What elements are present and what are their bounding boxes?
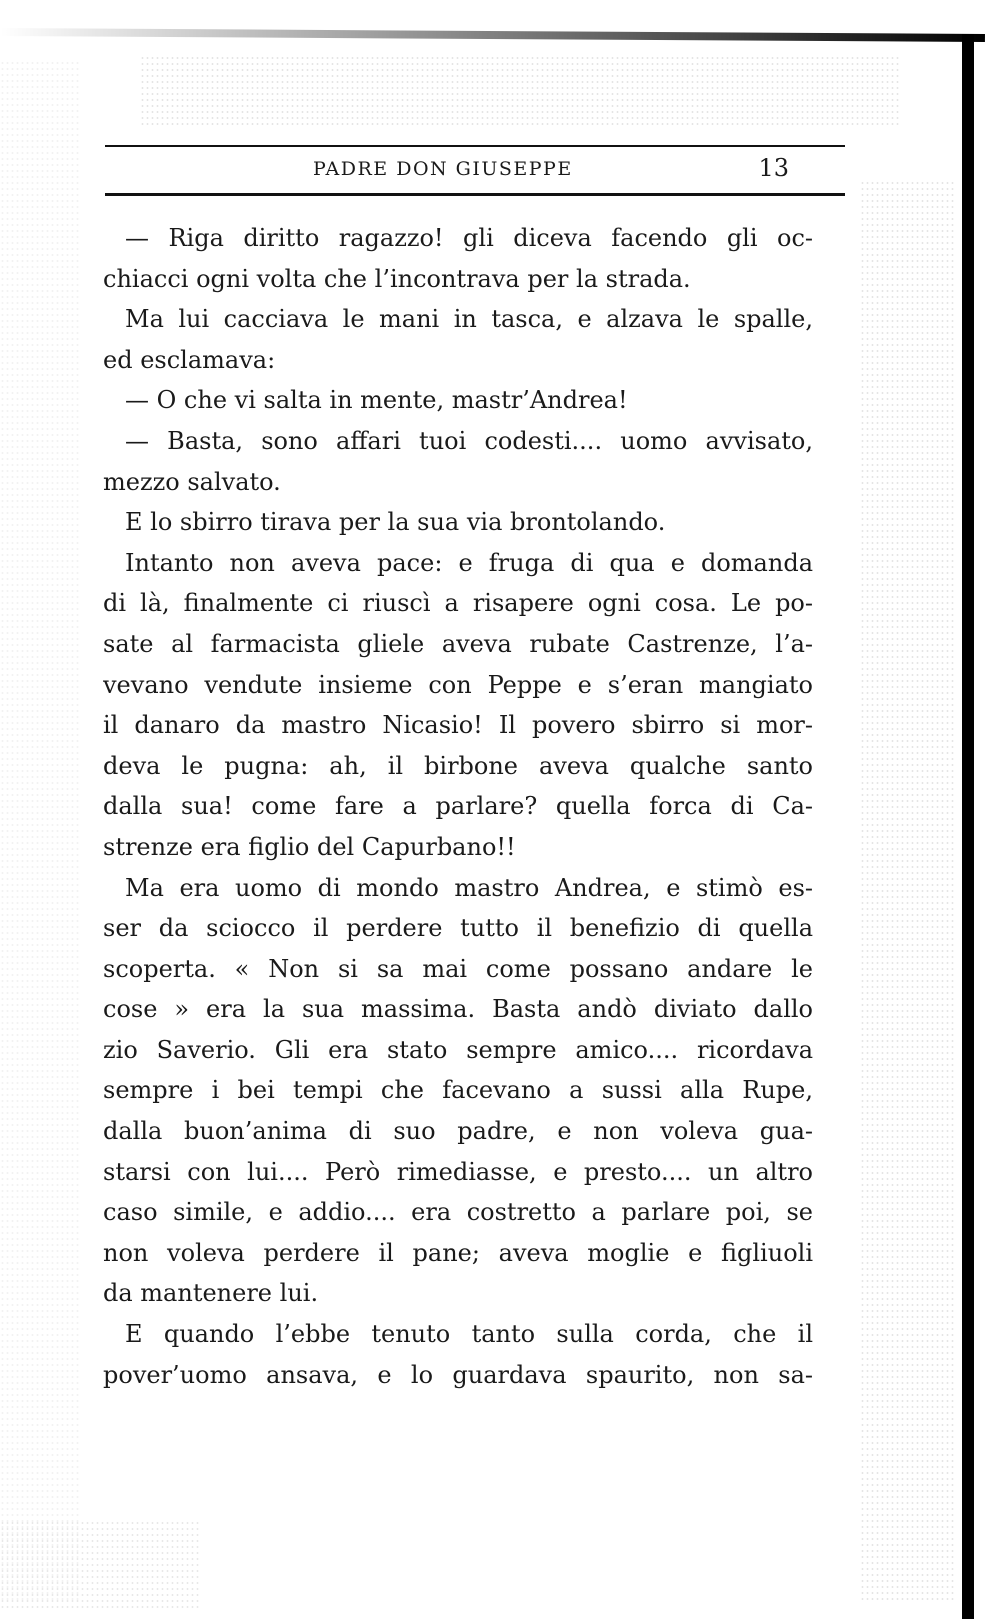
text-line: vevano vendute insieme con Peppe e s’eran mangiato bbox=[103, 670, 813, 699]
text-line: Ma era uomo di mondo mastro Andrea, e stimò es- bbox=[125, 873, 813, 902]
scan-top-edge bbox=[0, 28, 985, 42]
text-line: sate al farmacista gliele aveva rubate Castrenze, l’a- bbox=[103, 629, 813, 658]
text-line: E lo sbirro tirava per la sua via brontolando. bbox=[125, 508, 666, 537]
text-line: di là, finalmente ci riuscì a risapere ogni cosa. Le po- bbox=[103, 589, 813, 618]
text-line: strenze era figlio del Capurbano!! bbox=[103, 832, 516, 861]
text-line: ser da sciocco il perdere tutto il benefizio di quella bbox=[103, 914, 813, 943]
page-number: 13 bbox=[758, 154, 789, 182]
text-line: il danaro da mastro Nicasio! Il povero sbirro si mor- bbox=[103, 711, 813, 740]
text-line: da mantenere lui. bbox=[103, 1279, 319, 1308]
text-line: chiacci ogni volta che l’incontrava per la strada. bbox=[103, 264, 691, 293]
book-spine-shadow bbox=[962, 34, 974, 1619]
text-line: ed esclamava: bbox=[103, 345, 276, 374]
scan-noise-right bbox=[860, 180, 955, 1600]
running-title: PADRE DON GIUSEPPE bbox=[313, 158, 573, 180]
text-line: dalla sua! come fare a parlare? quella forca di Ca- bbox=[103, 792, 813, 821]
header-rule bbox=[105, 193, 845, 196]
text-line: deva le pugna: ah, il birbone aveva qualche santo bbox=[103, 751, 813, 780]
text-line: caso simile, e addio.... era costretto a parlare poi, se bbox=[103, 1198, 813, 1227]
text-line: Intanto non aveva pace: e fruga di qua e domanda bbox=[125, 548, 813, 577]
text-line: — O che vi salta in mente, mastr’Andrea! bbox=[125, 386, 628, 415]
top-rule bbox=[105, 145, 845, 147]
scan-noise-left bbox=[0, 60, 80, 1600]
text-line: zio Saverio. Gli era stato sempre amico.... ricordava bbox=[103, 1035, 813, 1064]
scan-noise-top bbox=[140, 55, 900, 125]
text-line: mezzo salvato. bbox=[103, 467, 281, 496]
text-line: non voleva perdere il pane; aveva moglie e figliuoli bbox=[103, 1238, 813, 1267]
text-line: cose » era la sua massima. Basta andò diviato dallo bbox=[103, 995, 813, 1024]
body-text bbox=[103, 218, 813, 1395]
text-line: Ma lui cacciava le mani in tasca, e alzava le spalle, bbox=[125, 305, 813, 334]
text-line: — Basta, sono affari tuoi codesti.... uomo avvisato, bbox=[125, 426, 813, 455]
text-line: scoperta. « Non si sa mai come possano andare le bbox=[103, 954, 813, 983]
text-line: dalla buon’anima di suo padre, e non voleva gua- bbox=[103, 1117, 813, 1146]
running-head bbox=[105, 152, 845, 188]
text-line: — Riga diritto ragazzo! gli diceva facendo gli oc- bbox=[125, 224, 813, 252]
text-line: sempre i bei tempi che facevano a sussi alla Rupe, bbox=[103, 1076, 813, 1105]
text-line: starsi con lui.... Però rimediasse, e presto.... un altro bbox=[103, 1157, 813, 1186]
text-line: pover’uomo ansava, e lo guardava spaurito, non sa- bbox=[103, 1360, 813, 1389]
scan-noise-bottom bbox=[0, 1520, 200, 1610]
text-line: E quando l’ebbe tenuto tanto sulla corda, che il bbox=[125, 1320, 813, 1349]
